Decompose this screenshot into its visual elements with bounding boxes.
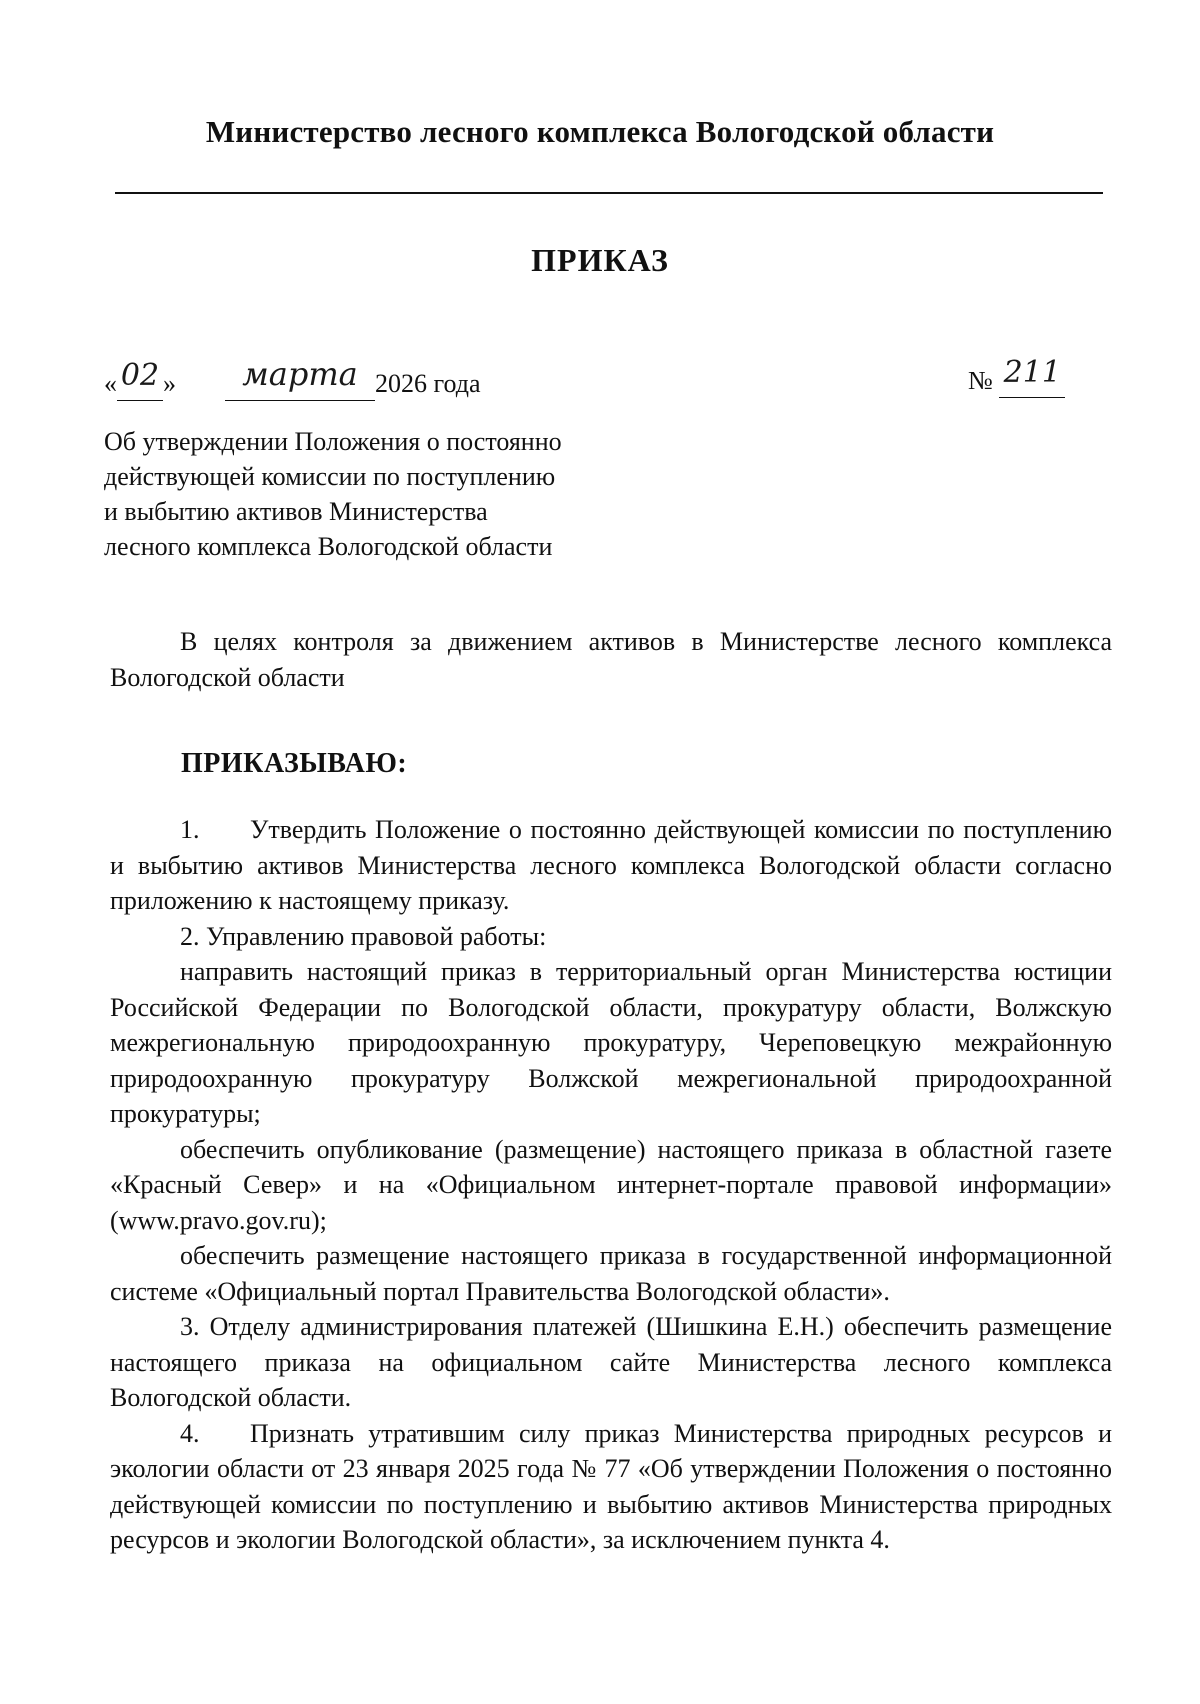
month-field [225, 355, 375, 401]
subject-line: и выбытию активов Министерства [104, 497, 488, 526]
item-2: 2. Управлению правовой работы: [180, 921, 547, 951]
day-field [117, 358, 163, 401]
order-subject [104, 424, 704, 564]
preamble-paragraph: В целях контроля за движением активов в Министерстве лесного комплекса Вологодской области [110, 627, 1112, 692]
item-1-number: 1. [180, 815, 200, 844]
item-2-subitem: обеспечить опубликование (размещение) настоящего приказа в областной газете «Красный Север» и на «Официальном интернет-портале правовой информации» (www.pravo.gov.ru); [110, 1134, 1112, 1235]
number-field [999, 355, 1065, 398]
preamble-block [110, 624, 1112, 695]
document-type-title: ПРИКАЗ [531, 242, 669, 278]
subject-line: действующей комиссии по поступлению [104, 462, 556, 491]
order-items [110, 812, 1112, 1558]
organization-title: Министерство лесного комплекса Вологодской области [205, 114, 995, 149]
decree-heading: ПРИКАЗЫВАЮ: [181, 748, 408, 779]
item-1-text: Утвердить Положение о постоянно действующей комиссии по поступлению и выбытию активов Министерства лесного комплекса Вологодской области согласно приложению к настоящему приказу. [110, 815, 1112, 915]
item-4-text: Признать утратившим силу приказ Министерства природных ресурсов и экологии области от 23 января 2025 года № 77 «Об утверждении Положения о постоянно действующей комиссии по поступлению и выбытию активов Министерства природных ресурсов и экологии Вологодской области», за исключением пункта 4. [110, 1418, 1112, 1554]
number-sign: № [968, 366, 993, 395]
date-quote-close: » [163, 369, 176, 398]
item-2-subitem: обеспечить размещение настоящего приказа в государственной информационной системе «Официальный портал Правительства Вологодской области». [110, 1241, 1112, 1306]
subject-line: лесного комплекса Вологодской области [104, 532, 553, 561]
item-1 [110, 812, 1112, 919]
order-number-line [968, 355, 1065, 398]
subject-line: Об утверждении Положения о постоянно [104, 427, 562, 456]
handwritten-month: марта [242, 355, 358, 393]
item-4 [110, 1416, 1112, 1558]
date-line [104, 355, 481, 398]
handwritten-day: 02 [120, 358, 160, 393]
handwritten-number: 211 [1003, 355, 1061, 390]
item-2-subitem: направить настоящий приказ в территориальный орган Министерства юстиции Российской Федерации по Вологодской области, прокуратуру области, Волжскую межрегиональную природоохранную прокуратуру, Череповецкую межрайонную природоохранную прокуратуру Волжской межрегиональной природоохранной прокуратуры; [110, 957, 1112, 1128]
date-quote-open: « [104, 369, 117, 398]
item-3: 3. Отделу администрирования платежей (Шишкина Е.Н.) обеспечить размещение настоящего приказа на официальном сайте Министерства лесного комплекса Вологодской области. [110, 1312, 1112, 1412]
item-4-number: 4. [180, 1418, 200, 1448]
year-text: 2026 года [375, 369, 481, 398]
header-divider [115, 192, 1103, 194]
